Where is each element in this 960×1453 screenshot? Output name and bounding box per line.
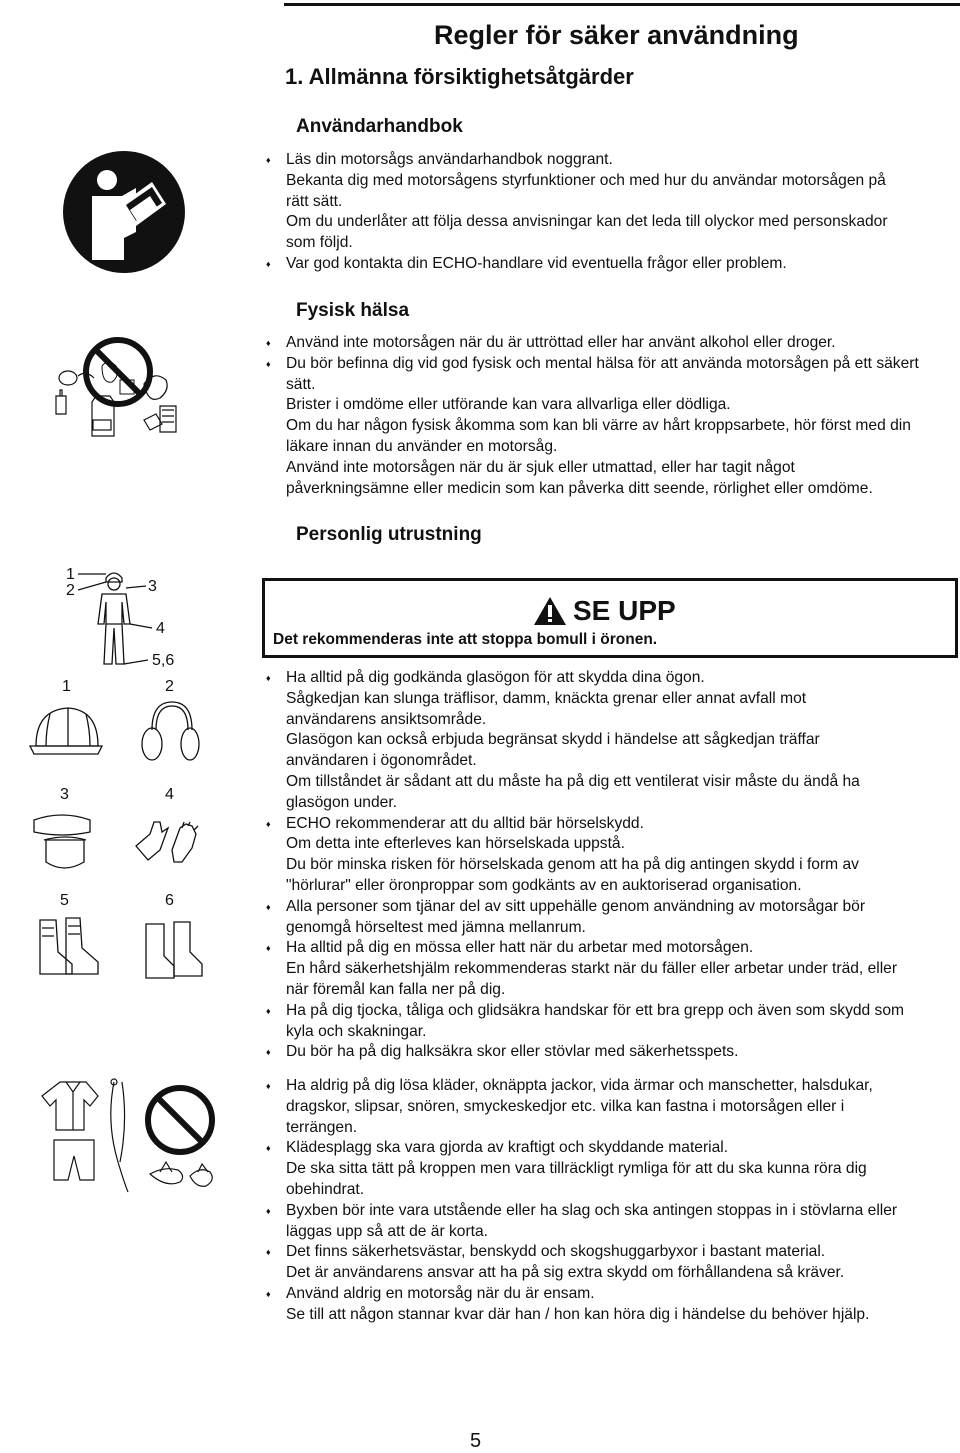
clothing-line: Se till att någon stannar kvar där han / hon kan höra dig i händelse du behöver hjälp. bbox=[286, 1305, 870, 1323]
equipment-line: "hörlurar" eller öronproppar som godkänts av en auktoriserad organisation. bbox=[286, 876, 802, 894]
manual-line: rätt sätt. bbox=[286, 192, 343, 210]
health-line: ♦ Du bör befinna dig vid god fysisk och mental hälsa för att använda motorsågen på ett säkert bbox=[266, 354, 960, 375]
protected-worker-figure bbox=[78, 564, 158, 674]
equipment-line: ♦ Ha alltid på dig godkända glasögon för att skydda dina ögon. bbox=[266, 668, 960, 689]
equipment-line: kyla och skakningar. bbox=[286, 1022, 427, 1040]
manual-text bbox=[266, 150, 960, 275]
figure-label: 4 bbox=[156, 620, 165, 637]
gloves-icon bbox=[132, 820, 206, 870]
equipment-line: Sågkedjan kan slunga träflisor, damm, knäckta grenar eller annat avfall mot bbox=[286, 689, 807, 707]
manual-line: Bekanta dig med motorsågens styrfunktioner och med hur du användar motorsågen på bbox=[286, 171, 886, 189]
health-heading: Fysisk hälsa bbox=[296, 300, 410, 321]
clothing-line: De ska sitta tätt på kroppen men vara tillräckligt rymliga för att du ska kunna röra dig bbox=[286, 1160, 867, 1178]
equipment-line: glasögon under. bbox=[286, 793, 397, 811]
figure-label: 1 bbox=[62, 678, 71, 695]
equipment-line: ♦ Du bör ha på dig halksäkra skor eller stövlar med säkerhetsspets. bbox=[266, 1042, 960, 1063]
figure-label: 2 bbox=[165, 678, 174, 695]
clothing-line: dragskor, slipsar, snören, smyckeskedjor etc. vilka kan fastna i motorsågen eller i bbox=[286, 1097, 845, 1115]
caution-header bbox=[533, 595, 676, 627]
figure-label: 5,6 bbox=[152, 652, 175, 669]
health-line: Om du har någon fysisk åkomma som kan bli värre av hårt kroppsarbete, hör först med din bbox=[286, 417, 911, 435]
clothing-line: ♦ Klädesplagg ska vara gjorda av kraftigt och skyddande material. bbox=[266, 1138, 960, 1159]
health-line: påverkningsämne eller medicin som kan påverka ditt seende, rörlighet eller omdöme. bbox=[286, 479, 873, 497]
equipment-line: ♦ Ha på dig tjocka, tåliga och glidsäkra handskar för ett bra grepp och även som skydd som bbox=[266, 1001, 960, 1022]
clothing-line: ♦ Ha aldrig på dig lösa kläder, oknäppta jackor, vida ärmar och manschetter, halsdukar, bbox=[266, 1076, 960, 1097]
equipment-line: Om detta inte efterleves kan hörselskada uppstå. bbox=[286, 835, 625, 853]
manual-heading: Användarhandbok bbox=[296, 116, 463, 137]
health-line: Använd inte motorsågen när du är sjuk eller utmattad, eller har tagit något bbox=[286, 458, 795, 476]
clothing-line: terrängen. bbox=[286, 1118, 358, 1136]
equipment-line: genomgå hörseltest med jämna mellanrum. bbox=[286, 918, 586, 936]
manual-line: Om du underlåter att följa dessa anvisningar kan det leda till olyckor med personskador bbox=[286, 213, 888, 231]
no-alcohol-drugs-icon bbox=[48, 336, 188, 448]
figure-label: 4 bbox=[165, 786, 174, 803]
top-rule bbox=[284, 3, 960, 6]
figure-label: 5 bbox=[60, 892, 69, 909]
manual-line: ♦ Var god kontakta din ECHO-handlare vid eventuella frågor eller problem. bbox=[266, 254, 960, 275]
equipment-heading: Personlig utrustning bbox=[296, 524, 482, 545]
equipment-line: användarens ansiktsområde. bbox=[286, 710, 487, 728]
caution-title: SE UPP bbox=[573, 595, 676, 626]
ear-muffs-icon bbox=[140, 700, 200, 766]
health-line: ♦ Använd inte motorsågen när du är uttröttad eller har använt alkohol eller droger. bbox=[266, 333, 960, 354]
equipment-text bbox=[266, 668, 960, 1063]
figure-label: 2 bbox=[66, 582, 75, 599]
figure-label: 1 bbox=[66, 566, 75, 583]
figure-label: 3 bbox=[148, 578, 157, 595]
rubber-boots-icon bbox=[140, 920, 206, 982]
clothing-line: läggas upp så att de är korta. bbox=[286, 1222, 488, 1240]
health-text bbox=[266, 333, 960, 499]
goggles-visor-icon bbox=[30, 810, 96, 876]
health-line: läkare innan du använder en motorsåg. bbox=[286, 437, 558, 455]
clothing-text bbox=[266, 1076, 960, 1326]
figure-label: 6 bbox=[165, 892, 174, 909]
health-line: Brister i omdöme eller utförande kan vara allvarliga eller dödliga. bbox=[286, 396, 731, 414]
safety-boots-icon bbox=[24, 916, 104, 982]
section-title: 1. Allmänna försiktighetsåtgärder bbox=[285, 64, 634, 89]
caution-box bbox=[262, 578, 958, 658]
clothing-line: obehindrat. bbox=[286, 1180, 365, 1198]
manual-line: ♦ Läs din motorsågs användarhandbok noggrant. bbox=[266, 150, 960, 171]
health-line: sätt. bbox=[286, 375, 316, 393]
equipment-line: ♦ ECHO rekommenderar att du alltid bär hörselskydd. bbox=[266, 814, 960, 835]
equipment-line: användaren i ögonområdet. bbox=[286, 752, 477, 770]
equipment-line: Glasögon kan också erbjuda begränsat skydd i händelse att sågkedjan träffar bbox=[286, 731, 820, 749]
warning-triangle-icon bbox=[533, 596, 567, 626]
equipment-line: ♦ Ha alltid på dig en mössa eller hatt när du arbetar med motorsågen. bbox=[266, 938, 960, 959]
helmet-icon bbox=[28, 702, 104, 760]
no-loose-clothing-icon bbox=[40, 1076, 224, 1200]
equipment-line: Du bör minska risken för hörselskada genom att ha på dig antingen skydd i form av bbox=[286, 856, 859, 874]
figure-label: 3 bbox=[60, 786, 69, 803]
clothing-line: ♦ Det finns säkerhetsvästar, benskydd och skogshuggarbyxor i bastant material. bbox=[266, 1242, 960, 1263]
page-title: Regler för säker användning bbox=[434, 20, 799, 50]
read-manual-icon bbox=[62, 150, 186, 274]
equipment-line: när föremål kan falla ner på dig. bbox=[286, 980, 506, 998]
caution-message: Det rekommenderas inte att stoppa bomull i öronen. bbox=[273, 631, 658, 648]
clothing-line: ♦ Byxben bör inte vara utstående eller ha slag och ska antingen stoppas in i stövlarna eller bbox=[266, 1201, 960, 1222]
clothing-line: ♦ Använd aldrig en motorsåg när du är ensam. bbox=[266, 1284, 960, 1305]
equipment-line: En hård säkerhetshjälm rekommenderas starkt när du fäller eller arbetar under träd, eller bbox=[286, 960, 898, 978]
equipment-line: ♦ Alla personer som tjänar del av sitt uppehälle genom användning av motorsågar bör bbox=[266, 897, 960, 918]
page-number: 5 bbox=[470, 1430, 482, 1452]
clothing-line: Det är användarens ansvar att ha på sig extra skydd om förhållandena så kräver. bbox=[286, 1264, 845, 1282]
equipment-line: Om tillståndet är sådant att du måste ha på dig ett ventilerat visir måste du ändå ha bbox=[286, 772, 860, 790]
manual-line: som följd. bbox=[286, 234, 353, 252]
